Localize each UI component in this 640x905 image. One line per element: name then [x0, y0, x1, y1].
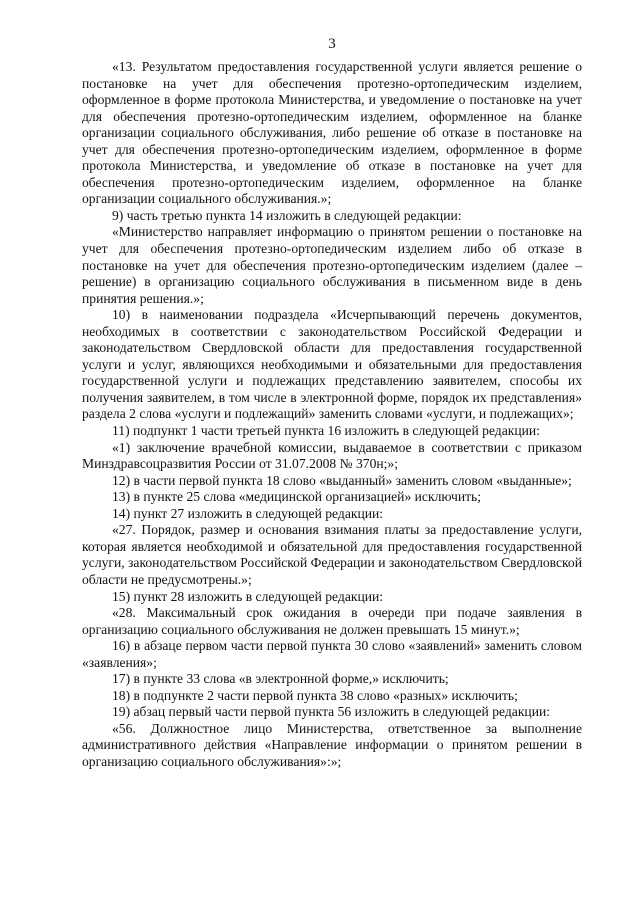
paragraph-16: 19) абзац первый части первой пункта 56 изложить в следующей редакции:: [112, 704, 551, 720]
paragraph-14: 17) в пункте 33 слова «в электронной форме,» исключить;: [112, 671, 449, 687]
page-number: 3: [328, 36, 336, 52]
paragraph-6: «1) заключение врачебной комиссии, выдаваемое в соответствии с приказом Минздравсоцразвития России от 31.07.2008 № 370н;»;: [82, 439, 582, 472]
paragraph-1: «13. Результатом предоставления государственной услуги является решение о постановке на учет для обеспечения протезно-ортопедическим изделием, оформленное в форме протокола Министерства, и уведомление о постановке на учет для обеспечения протезно-ортопедическим изделием, оформленное на бланке организации социального обслуживания, либо решение об отказе в постановке на учет для обеспечения протезно-ортопедическим изделием, оформленное в форме протокола Министерства, и уведомление об отказе в постановке на учет для обеспечения протезно-ортопедическим изделием, оформленное на бланке организации социального обслуживания.»;: [82, 59, 582, 207]
paragraph-2: 9) часть третью пункта 14 изложить в следующей редакции:: [112, 207, 462, 223]
document-body: [82, 59, 582, 771]
paragraph-17: «56. Должностное лицо Министерства, ответственное за выполнение административного действия «Направление информации о принятом решении в организацию социального обслуживания»:»;: [82, 720, 582, 769]
paragraph-4: 10) в наименовании подраздела «Исчерпывающий перечень документов, необходимых в соответствии с законодательством Российской Федерации и законодательством Свердловской области для предоставления государственной услуги и услуг, являющихся необходимыми и обязательными для предоставления государственной услуги и подлежащих представлению заявителем, способы их получения заявителем, в том числе в электронной форме, порядок их представления» раздела 2 слова «услуги и подлежащий» заменить словами «услуги, и подлежащих»;: [82, 307, 582, 422]
paragraph-3: «Министерство направляет информацию о принятом решении о постановке на учет для обеспечения протезно-ортопедическим изделием либо об отказе в постановке на учет для обеспечения протезно-ортопедическим изделием (далее – решение) в организацию социального обслуживания в письменном виде в день принятия решения.»;: [82, 224, 582, 306]
paragraph-7: 12) в части первой пункта 18 слово «выданный» заменить словом «выданные»;: [112, 472, 572, 488]
paragraph-8: 13) в пункте 25 слова «медицинской организацией» исключить;: [112, 489, 482, 505]
paragraph-11: 15) пункт 28 изложить в следующей редакции:: [112, 588, 384, 604]
paragraph-15: 18) в подпункте 2 части первой пункта 38 слово «разных» исключить;: [112, 687, 518, 703]
paragraph-5: 11) подпункт 1 части третьей пункта 16 изложить в следующей редакции:: [112, 423, 540, 439]
paragraph-12: «28. Максимальный срок ожидания в очереди при подаче заявления в организацию социального обслуживания не должен превышать 15 минут.»;: [82, 605, 582, 637]
paragraph-13: 16) в абзаце первом части первой пункта 30 слово «заявлений» заменить словом «заявления»;: [82, 638, 582, 670]
paragraph-9: 14) пункт 27 изложить в следующей редакции:: [112, 505, 384, 521]
paragraph-10: «27. Порядок, размер и основания взимания платы за предоставление услуги, которая является необходимой и обязательной для предоставления государственной услуги, законодательством Российской Федерации и законодательством Свердловской области не предусмотрены.»;: [82, 522, 583, 587]
